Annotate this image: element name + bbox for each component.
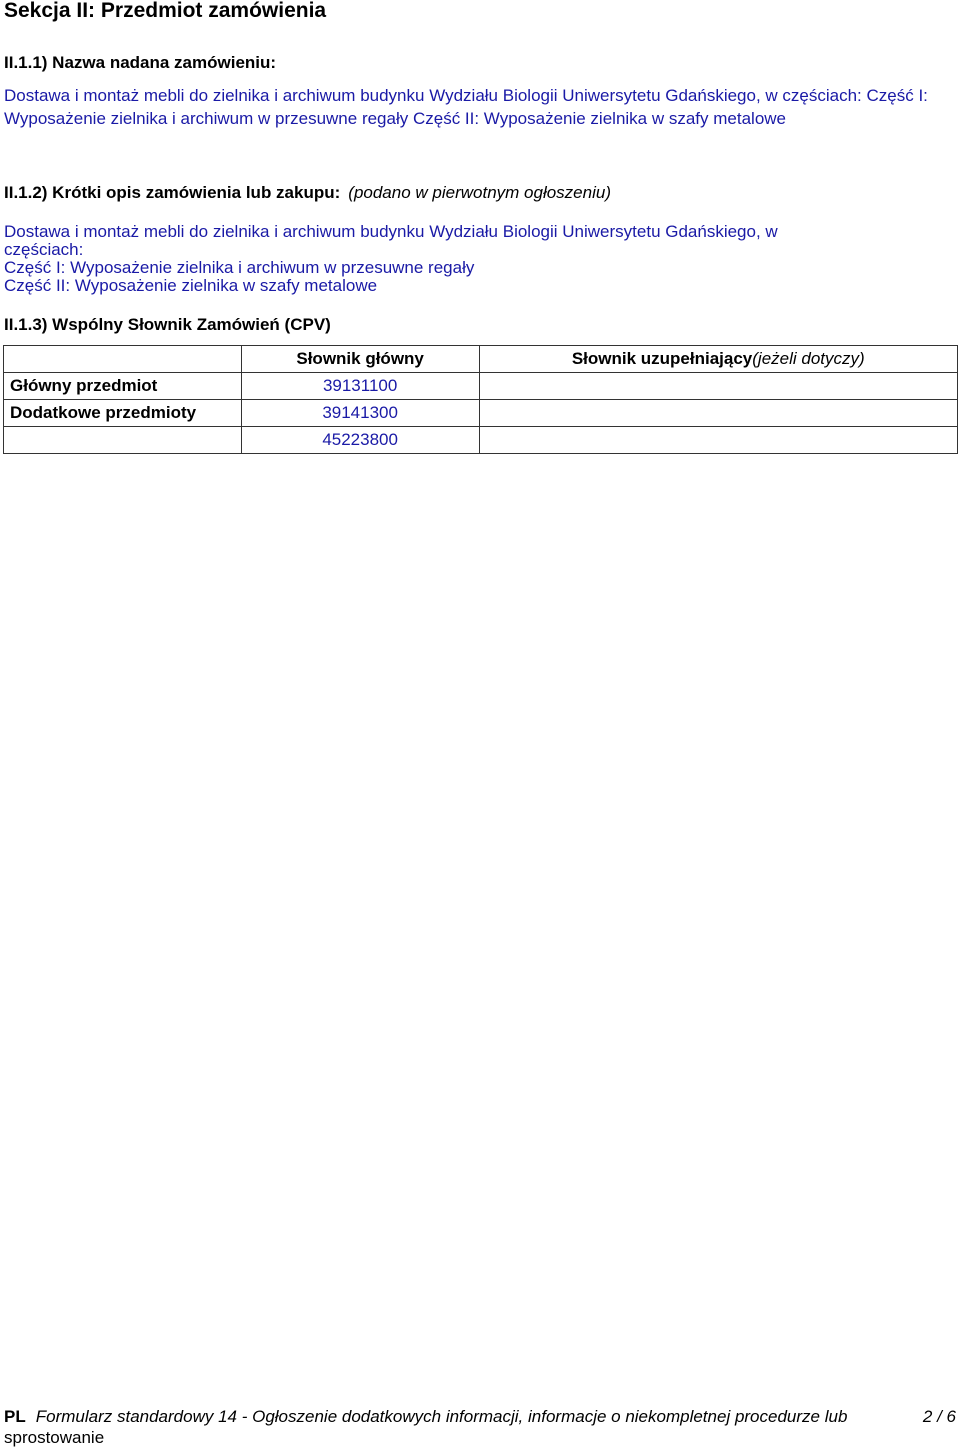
table-row bbox=[4, 427, 958, 454]
cpv-header-empty bbox=[4, 346, 242, 373]
table-row bbox=[4, 400, 958, 427]
ii12-heading bbox=[4, 182, 611, 204]
cpv-table bbox=[3, 345, 958, 454]
cpv-header-supplementary-note: (jeżeli dotyczy) bbox=[752, 349, 865, 368]
footer-page-number: 2 / 6 bbox=[922, 1407, 956, 1426]
section-title: Sekcja II: Przedmiot zamówienia bbox=[4, 0, 327, 22]
cpv-row-label-additional: Dodatkowe przedmioty bbox=[4, 400, 242, 427]
footer-form-text bbox=[4, 1406, 864, 1448]
ii12-description-line: Część I: Wyposażenie zielnika i archiwum w przesuwne regały bbox=[4, 258, 475, 277]
cpv-supplementary-cell bbox=[479, 427, 958, 454]
ii13-heading: II.1.3) Wspólny Słownik Zamówień (CPV) bbox=[4, 315, 331, 334]
ii12-description-line: Część II: Wyposażenie zielnika w szafy metalowe bbox=[4, 276, 378, 295]
ii12-heading-label: II.1.2) Krótki opis zamówienia lub zakupu: bbox=[4, 183, 341, 202]
cpv-supplementary-cell bbox=[479, 400, 958, 427]
cpv-supplementary-cell bbox=[479, 373, 958, 400]
cpv-additional-code: 39141300 bbox=[241, 400, 479, 427]
cpv-row-label-main: Główny przedmiot bbox=[4, 373, 242, 400]
table-row bbox=[4, 373, 958, 400]
cpv-header-main: Słownik główny bbox=[241, 346, 479, 373]
ii12-heading-note: (podano w pierwotnym ogłoszeniu) bbox=[348, 183, 611, 202]
footer-language: PL bbox=[4, 1407, 26, 1426]
ii11-heading: II.1.1) Nazwa nadana zamówieniu: bbox=[4, 53, 277, 72]
cpv-additional-code: 45223800 bbox=[241, 427, 479, 454]
cpv-header-supplementary bbox=[479, 346, 958, 373]
cpv-empty-label-cell bbox=[4, 427, 242, 454]
footer-form-name-cont: sprostowanie bbox=[4, 1428, 105, 1447]
ii12-description-line: Dostawa i montaż mebli do zielnika i archiwum budynku Wydziału Biologii Uniwersytetu Gdańskiego, w bbox=[4, 222, 778, 241]
page-footer bbox=[4, 1406, 956, 1448]
ii12-description-line: częściach: bbox=[4, 240, 84, 259]
cpv-header-row bbox=[4, 346, 958, 373]
footer-form-name: Formularz standardowy 14 - Ogłoszenie dodatkowych informacji, informacje o niekompletnej procedurze lub bbox=[35, 1407, 848, 1426]
cpv-main-code: 39131100 bbox=[241, 373, 479, 400]
ii12-description bbox=[4, 223, 944, 295]
ii11-contract-name: Dostawa i montaż mebli do zielnika i archiwum budynku Wydziału Biologii Uniwersytetu Gdańskiego, w częściach: Część I: Wyposażenie zielnika i archiwum w przesuwne regały Część II: Wyposażenie zielnika w szafy metalowe bbox=[4, 86, 928, 128]
cpv-header-supplementary-label: Słownik uzupełniający bbox=[571, 349, 753, 368]
